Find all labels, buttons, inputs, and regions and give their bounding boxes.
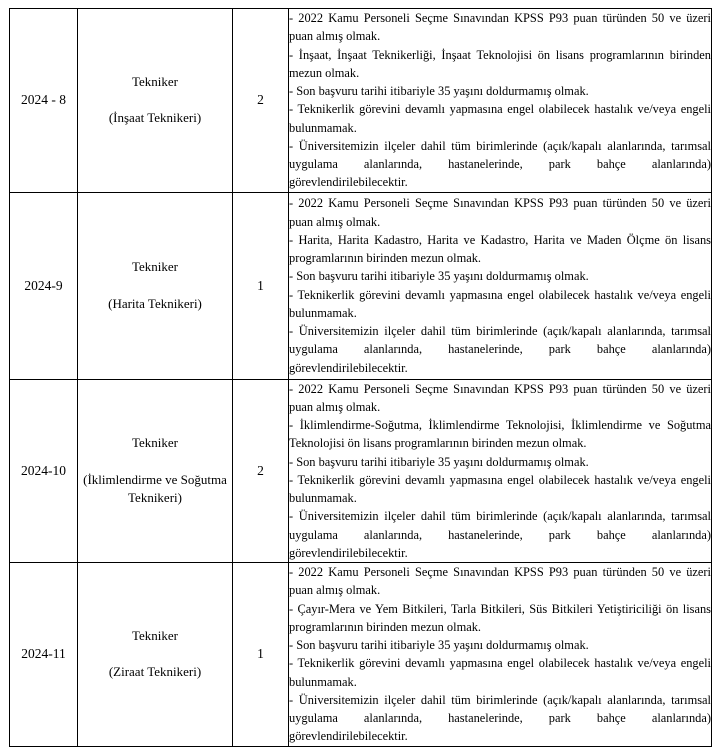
position-subtitle: (Harita Teknikeri) [108,295,202,311]
requirement-item: - Teknikerlik görevini devamlı yapmasına engel olabilecek hastalık ve/veya engeli bulunmamak. [289,287,711,320]
position-title-cell [78,192,233,379]
requirement-item: - Teknikerlik görevini devamlı yapmasına engel olabilecek hastalık ve/veya engeli bulunmamak. [289,472,711,505]
position-title: Tekniker [131,627,178,643]
position-count: 2 [233,379,289,563]
requirements-cell [289,379,712,563]
position-subtitle: (İklimlendirme ve Soğutma Teknikeri) [83,471,227,505]
position-subtitle: (Ziraat Teknikeri) [108,664,202,680]
requirement-item: - Son başvuru tarihi itibariyle 35 yaşını doldurmamış olmak. [289,269,589,284]
requirement-item: - Teknikerlik görevini devamlı yapmasına engel olabilecek hastalık ve/veya engeli bulunmamak. [289,102,711,135]
table-row [10,563,712,747]
position-count: 1 [233,563,289,747]
requirement-item: - Üniversitemizin ilçeler dahil tüm birimlerinde (açık/kapalı alanlarında, tarımsal uygulama alanlarında, hastanelerinde, park bahçe alanlarında) görevlendirilebilecektir. [289,509,711,560]
position-title-cell [78,9,233,193]
requirement-item: - İnşaat, İnşaat Teknikerliği, İnşaat Teknolojisi ön lisans programlarının birinden mezun olmak. [289,47,711,80]
requirement-item: - Teknikerlik görevini devamlı yapmasına engel olabilecek hastalık ve/veya engeli bulunmamak. [289,656,711,689]
requirement-item: - Son başvuru tarihi itibariyle 35 yaşını doldurmamış olmak. [289,454,589,469]
requirement-item: - Üniversitemizin ilçeler dahil tüm birimlerinde (açık/kapalı alanlarında, tarımsal uygulama alanlarında, hastanelerinde, park bahçe alanlarında) görevlendirilebilecektir. [289,692,711,744]
requirement-item: - 2022 Kamu Personeli Seçme Sınavından KPSS P93 puan türünden 50 ve üzeri puan almış olmak. [289,381,711,414]
position-title: Tekniker [131,73,178,89]
position-count: 1 [233,192,289,379]
table-row [10,379,712,563]
requirement-item: - Üniversitemizin ilçeler dahil tüm birimlerinde (açık/kapalı alanlarında, tarımsal uygulama alanlarında, hastanelerinde, park bahçe alanlarında) görevlendirilebilecektir. [289,324,711,375]
requirement-item: - Üniversitemizin ilçeler dahil tüm birimlerinde (açık/kapalı alanlarında, tarımsal uygulama alanlarında, hastanelerinde, park bahçe alanlarında) görevlendirilebilecektir. [289,138,711,190]
requirement-item: - Son başvuru tarihi itibariyle 35 yaşını doldurmamış olmak. [289,84,589,98]
requirement-item: - 2022 Kamu Personeli Seçme Sınavından KPSS P93 puan türünden 50 ve üzeri puan almış olmak. [289,196,711,229]
table-row [10,192,712,379]
requirement-item: - 2022 Kamu Personeli Seçme Sınavından KPSS P93 puan türünden 50 ve üzeri puan almış olmak. [289,565,711,598]
position-title: Tekniker [131,435,178,450]
position-subtitle: (İnşaat Teknikeri) [108,110,202,126]
requirements-cell [289,9,712,193]
requirements-cell [289,192,712,379]
requirement-item: - İklimlendirme-Soğutma, İklimlendirme Teknolojisi, İklimlendirme ve Soğutma Teknolojisi ön lisans programlarının birinden mezun olmak. [289,418,711,451]
position-title: Tekniker [131,259,178,274]
position-title-cell [78,379,233,563]
requirement-item: - 2022 Kamu Personeli Seçme Sınavından KPSS P93 puan türünden 50 ve üzeri puan almış olmak. [289,11,711,44]
positions-table [9,8,712,747]
position-count: 2 [233,9,289,193]
requirement-item: - Son başvuru tarihi itibariyle 35 yaşını doldurmamış olmak. [289,638,589,652]
requirement-item: - Çayır-Mera ve Yem Bitkileri, Tarla Bitkileri, Süs Bitkileri Yetiştiriciliği ön lisans programlarının birinden mezun olmak. [289,601,711,634]
requirements-cell [289,563,712,747]
position-code: 2024 - 8 [10,9,78,193]
position-code: 2024-11 [10,563,78,747]
position-code: 2024-10 [10,379,78,563]
position-code: 2024-9 [10,192,78,379]
table-row [10,9,712,193]
requirement-item: - Harita, Harita Kadastro, Harita ve Kadastro, Harita ve Maden Ölçme ön lisans programlarının birinden mezun olmak. [289,232,711,265]
position-title-cell [78,563,233,747]
